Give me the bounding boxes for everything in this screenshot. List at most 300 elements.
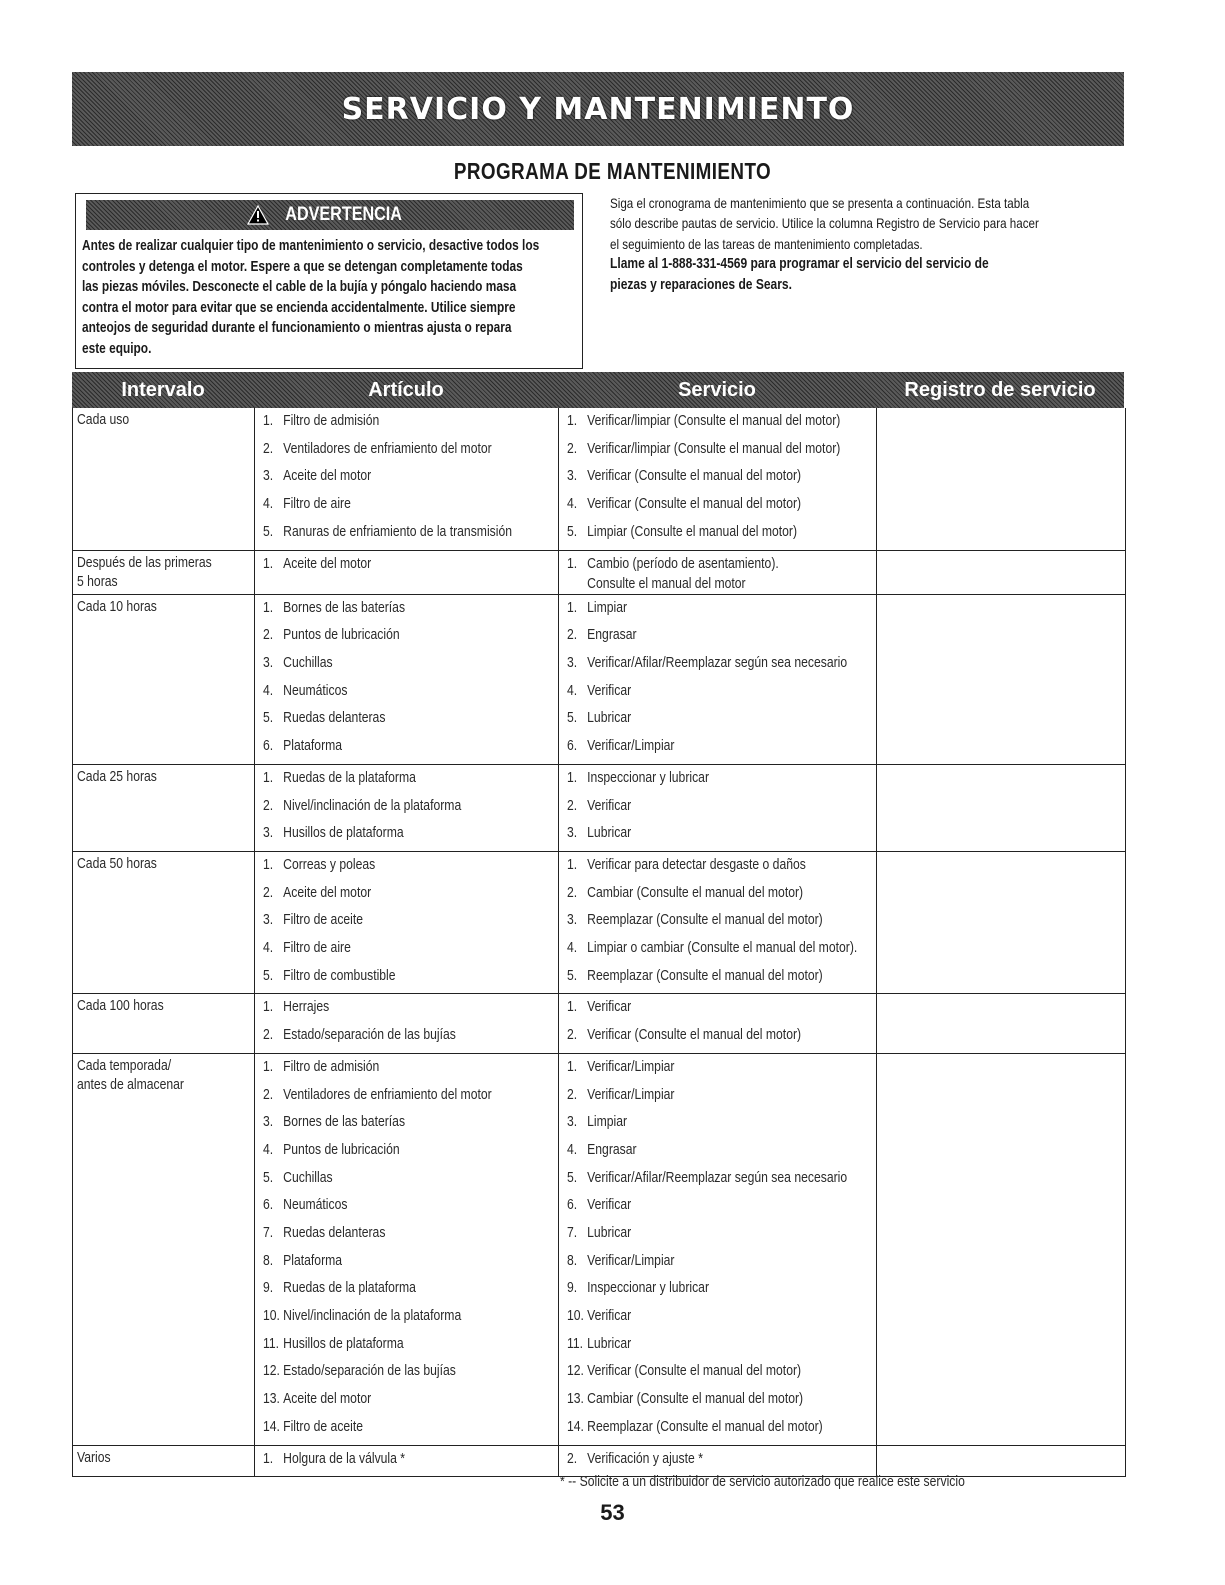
item-number: 6. — [567, 738, 578, 755]
service-text — [587, 625, 636, 645]
article-name: Ruedas delanteras — [283, 710, 386, 727]
warning-line: las piezas móviles. Desconecte el cable de la bujía y póngalo haciendo masa — [82, 279, 517, 296]
article-item — [263, 522, 558, 550]
service-text — [587, 1085, 674, 1105]
service-text — [587, 938, 857, 958]
service-record-cell[interactable] — [877, 1446, 1125, 1477]
article-name: Plataforma — [283, 1252, 343, 1269]
item-number: 13. — [263, 1391, 280, 1408]
service-description: Cambio (período de asentamiento). — [587, 555, 779, 572]
service-text — [587, 1334, 631, 1354]
article-item — [263, 1417, 558, 1445]
article-item — [263, 466, 558, 494]
interval-label: antes de almacenar — [77, 1076, 184, 1093]
item-number: 5. — [567, 1169, 578, 1186]
interval-cell — [73, 1054, 255, 1445]
intro-line: Siga el cronograma de mantenimiento que se presenta a continuación. Esta tabla — [610, 195, 1030, 211]
service-text — [587, 883, 803, 903]
service-description: Cambiar (Consulte el manual del motor) — [587, 1391, 804, 1408]
service-description: Verificar (Consulte el manual del motor) — [587, 496, 802, 513]
interval-cell — [73, 852, 255, 994]
service-text — [587, 768, 709, 788]
item-number: 1. — [263, 999, 274, 1016]
service-item — [567, 1057, 876, 1085]
interval-cell — [73, 994, 255, 1052]
article-name: Estado/separación de las bujías — [283, 1363, 456, 1380]
article-name: Filtro de combustible — [283, 967, 396, 984]
service-item — [567, 1025, 876, 1053]
item-number: 12. — [567, 1363, 584, 1380]
item-number: 2. — [567, 440, 578, 457]
service-text — [587, 681, 631, 701]
article-name: Ruedas delanteras — [283, 1224, 386, 1241]
intro-line: sólo describe pautas de servicio. Utilice la columna Registro de Servicio para hacer — [610, 215, 1039, 232]
item-number: 5. — [263, 710, 274, 727]
warning-line: Antes de realizar cualquier tipo de mantenimiento o servicio, desactive todos los — [82, 238, 540, 254]
service-description: Engrasar — [587, 627, 637, 644]
service-description: Verificar (Consulte el manual del motor) — [587, 1027, 802, 1044]
item-number: 1. — [263, 1058, 274, 1075]
item-number: 13. — [567, 1391, 584, 1408]
article-name: Bornes de las baterías — [283, 599, 406, 616]
service-description: Verificar/limpiar (Consulte el manual del motor) — [587, 440, 841, 457]
service-text — [587, 1361, 801, 1381]
article-item — [263, 708, 558, 736]
service-description: Verificar — [587, 999, 632, 1016]
service-item — [567, 1223, 876, 1251]
table-group — [73, 765, 1125, 852]
interval-cell — [73, 408, 255, 550]
service-item — [567, 708, 876, 736]
article-item — [263, 997, 558, 1025]
interval-label: Varios — [77, 1449, 111, 1466]
service-cell — [559, 408, 877, 550]
service-text — [587, 823, 631, 843]
item-number: 1. — [567, 999, 578, 1016]
service-cell — [559, 852, 877, 994]
service-cell — [559, 1054, 877, 1445]
item-number: 4. — [263, 940, 274, 956]
item-number: 1. — [263, 599, 274, 616]
article-item — [263, 938, 558, 966]
item-number: 8. — [567, 1252, 578, 1269]
warning-triangle-icon — [247, 205, 269, 225]
service-text — [587, 1417, 823, 1437]
service-text — [587, 1025, 801, 1045]
service-item — [567, 554, 876, 594]
article-item — [263, 1112, 558, 1140]
header-interval: Intervalo — [121, 379, 205, 401]
article-name: Aceite del motor — [283, 555, 372, 572]
service-text — [587, 598, 627, 618]
item-number: 2. — [567, 1450, 578, 1467]
service-item — [567, 910, 876, 938]
interval-label: Cada temporada/ — [77, 1057, 172, 1074]
item-number: 3. — [567, 1114, 578, 1131]
service-item — [567, 439, 876, 467]
service-record-cell[interactable] — [877, 551, 1125, 594]
service-item — [567, 625, 876, 653]
article-item — [263, 736, 558, 764]
item-number: 4. — [567, 940, 578, 956]
service-item — [567, 1278, 876, 1306]
service-description: Reemplazar (Consulte el manual del motor) — [587, 912, 823, 929]
interval-cell — [73, 765, 255, 851]
article-name: Filtro de aceite — [283, 912, 364, 929]
article-item — [263, 1057, 558, 1085]
article-item — [263, 653, 558, 681]
service-record-cell[interactable] — [877, 852, 1125, 994]
service-item — [567, 653, 876, 681]
item-number: 2. — [567, 627, 578, 644]
service-description: Verificar — [587, 797, 632, 814]
service-text — [587, 708, 631, 728]
interval-label: Cada uso — [77, 412, 130, 428]
intro-phone-line: piezas y reparaciones de Sears. — [610, 276, 792, 293]
service-cell — [559, 994, 877, 1052]
service-item — [567, 466, 876, 494]
article-item — [263, 598, 558, 626]
intro-line: el seguimiento de las tareas de mantenimiento completadas. — [610, 235, 923, 252]
service-description: Reemplazar (Consulte el manual del motor) — [587, 967, 823, 984]
article-item — [263, 681, 558, 709]
item-number: 14. — [567, 1418, 584, 1435]
article-name: Correas y poleas — [283, 856, 376, 873]
item-number: 8. — [263, 1252, 274, 1269]
warning-box — [75, 193, 583, 369]
service-item — [567, 522, 876, 550]
item-number: 4. — [263, 1141, 274, 1158]
service-item — [567, 997, 876, 1025]
article-name: Holgura de la válvula * — [283, 1450, 406, 1467]
article-item — [263, 966, 558, 994]
article-item — [263, 768, 558, 796]
item-number: 2. — [567, 1027, 578, 1044]
item-number: 9. — [567, 1280, 578, 1297]
item-number: 5. — [567, 523, 578, 540]
article-name: Cuchillas — [283, 655, 333, 672]
interval-label: Cada 100 horas — [77, 998, 164, 1015]
service-description: Verificar (Consulte el manual del motor) — [587, 468, 802, 485]
article-item — [263, 796, 558, 824]
article-item — [263, 1449, 558, 1477]
service-text — [587, 1306, 631, 1326]
article-item — [263, 1389, 558, 1417]
table-header — [72, 372, 1124, 408]
service-description: Reemplazar (Consulte el manual del motor) — [587, 1418, 823, 1435]
service-text — [587, 910, 823, 930]
header-record: Registro de servicio — [904, 379, 1096, 401]
article-item — [263, 1278, 558, 1306]
article-item — [263, 411, 558, 439]
service-description: Inspeccionar y lubricar — [587, 1280, 710, 1297]
service-description: Limpiar — [587, 599, 628, 616]
item-number: 7. — [567, 1224, 578, 1241]
article-item — [263, 1168, 558, 1196]
article-cell — [255, 1054, 559, 1445]
item-number: 1. — [263, 769, 274, 786]
service-item — [567, 598, 876, 626]
service-description: Verificación y ajuste * — [587, 1450, 703, 1467]
article-name: Herrajes — [283, 999, 330, 1016]
item-number: 5. — [567, 967, 578, 984]
item-number: 11. — [567, 1335, 584, 1352]
item-number: 1. — [567, 599, 578, 616]
service-text — [587, 1112, 627, 1132]
service-description-cont: Consulte el manual del motor — [587, 575, 746, 592]
service-item — [567, 1251, 876, 1279]
article-item — [263, 883, 558, 911]
item-number: 3. — [567, 655, 578, 672]
article-name: Plataforma — [283, 738, 343, 755]
article-item — [263, 855, 558, 883]
service-description: Verificar/Afilar/Reemplazar según sea necesario — [587, 655, 848, 672]
service-text — [587, 1251, 674, 1271]
service-item — [567, 1140, 876, 1168]
service-item — [567, 1085, 876, 1113]
item-number: 1. — [263, 856, 274, 873]
warning-header — [86, 200, 574, 230]
article-name: Aceite del motor — [283, 1391, 372, 1408]
article-item — [263, 1085, 558, 1113]
service-description: Verificar/Limpiar — [587, 1086, 675, 1103]
service-record-cell[interactable] — [877, 765, 1125, 851]
service-cell — [559, 551, 877, 594]
article-cell — [255, 994, 559, 1052]
article-name: Husillos de plataforma — [283, 825, 404, 842]
item-number: 2. — [567, 884, 578, 901]
service-item — [567, 768, 876, 796]
service-item — [567, 1389, 876, 1417]
service-item — [567, 681, 876, 709]
item-number: 3. — [263, 655, 274, 672]
interval-label: Cada 25 horas — [77, 768, 157, 785]
item-number: 2. — [263, 884, 274, 901]
item-number: 1. — [263, 1450, 274, 1467]
footnote: * -- Solicite a un distribuidor de servicio autorizado que realice este servicio — [560, 1474, 965, 1490]
service-text — [587, 1168, 847, 1188]
article-cell — [255, 852, 559, 994]
service-text — [587, 554, 779, 594]
banner-title: SERVICIO Y MANTENIMIENTO — [341, 91, 855, 127]
table-group — [73, 595, 1125, 765]
service-description: Verificar — [587, 682, 632, 699]
service-text — [587, 1278, 709, 1298]
warning-text — [82, 236, 574, 360]
item-number: 1. — [263, 413, 274, 429]
service-item — [567, 1306, 876, 1334]
item-number: 4. — [567, 496, 578, 513]
page-number: 53 — [600, 1500, 625, 1525]
item-number: 6. — [263, 738, 274, 755]
item-number: 9. — [263, 1280, 274, 1297]
article-item — [263, 1306, 558, 1334]
service-text — [587, 1389, 803, 1409]
service-description: Lubricar — [587, 710, 632, 727]
service-description: Verificar — [587, 1197, 632, 1214]
item-number: 5. — [263, 523, 274, 540]
article-name: Estado/separación de las bujías — [283, 1027, 456, 1044]
service-text — [587, 796, 631, 816]
service-text — [587, 966, 823, 986]
service-cell — [559, 595, 877, 764]
service-item — [567, 883, 876, 911]
service-cell — [559, 765, 877, 851]
article-item — [263, 625, 558, 653]
service-description: Lubricar — [587, 1224, 632, 1241]
item-number: 4. — [263, 496, 274, 513]
service-record-cell[interactable] — [877, 595, 1125, 764]
item-number: 5. — [263, 967, 274, 984]
item-number: 3. — [263, 468, 274, 485]
service-description: Lubricar — [587, 825, 632, 842]
service-text — [587, 855, 806, 875]
service-description: Verificar — [587, 1308, 632, 1325]
service-text — [587, 1449, 703, 1469]
article-cell — [255, 765, 559, 851]
service-record-cell[interactable] — [877, 994, 1125, 1052]
service-description: Inspeccionar y lubricar — [587, 769, 710, 786]
service-record-cell[interactable] — [877, 1054, 1125, 1445]
service-item — [567, 1195, 876, 1223]
article-item — [263, 494, 558, 522]
service-item — [567, 411, 876, 439]
service-text — [587, 466, 801, 486]
article-name: Ruedas de la plataforma — [283, 769, 416, 786]
article-name: Cuchillas — [283, 1169, 333, 1186]
item-number: 5. — [263, 1169, 274, 1186]
item-number: 4. — [263, 682, 274, 699]
service-item — [567, 796, 876, 824]
item-number: 11. — [263, 1335, 280, 1352]
service-text — [587, 1223, 631, 1243]
article-name: Filtro de aire — [283, 496, 351, 513]
service-text — [587, 997, 631, 1017]
table-group — [73, 408, 1125, 551]
section-banner — [72, 72, 1124, 146]
interval-label: Después de las primeras — [77, 554, 212, 571]
article-name: Nivel/inclinación de la plataforma — [283, 1308, 462, 1325]
article-cell — [255, 551, 559, 594]
maintenance-table — [72, 408, 1126, 1477]
service-description: Verificar/Limpiar — [587, 738, 675, 755]
service-item — [567, 736, 876, 764]
service-description: Verificar/limpiar (Consulte el manual del motor) — [587, 413, 841, 429]
item-number: 2. — [263, 797, 274, 814]
service-description: Verificar/Limpiar — [587, 1252, 675, 1269]
header-service: Servicio — [678, 379, 756, 401]
item-number: 10. — [263, 1308, 280, 1325]
header-article: Artículo — [368, 379, 444, 401]
item-number: 1. — [567, 769, 578, 786]
service-item — [567, 494, 876, 522]
article-item — [263, 1223, 558, 1251]
article-name: Filtro de aire — [283, 940, 351, 956]
item-number: 7. — [263, 1224, 274, 1241]
item-number: 2. — [263, 627, 274, 644]
warning-title: ADVERTENCIA — [285, 204, 403, 225]
article-item — [263, 823, 558, 851]
service-item — [567, 966, 876, 994]
item-number: 1. — [263, 555, 274, 572]
item-number: 2. — [567, 1086, 578, 1103]
item-number: 2. — [567, 797, 578, 814]
service-description: Limpiar o cambiar (Consulte el manual del motor). — [587, 940, 858, 956]
item-number: 4. — [567, 1141, 578, 1158]
article-name: Filtro de admisión — [283, 1058, 380, 1075]
article-name: Neumáticos — [283, 682, 348, 699]
interval-label: 5 horas — [77, 573, 118, 590]
warning-line: este equipo. — [82, 340, 152, 357]
article-item — [263, 910, 558, 938]
warning-line: contra el motor para evitar que se encienda accidentalmente. Utilice siempre — [82, 299, 516, 316]
article-cell — [255, 408, 559, 550]
item-number: 1. — [567, 555, 578, 572]
item-number: 4. — [567, 682, 578, 699]
article-name: Aceite del motor — [283, 884, 372, 901]
intro-text — [610, 193, 1075, 295]
article-name: Bornes de las baterías — [283, 1114, 406, 1131]
item-number: 5. — [567, 710, 578, 727]
item-number: 10. — [567, 1308, 584, 1325]
warning-line: controles y detenga el motor. Espere a que se detengan completamente todas — [82, 258, 523, 275]
intro-phone-line: Llame al 1-888-331-4569 para programar el servicio del servicio de — [610, 256, 989, 273]
table-group — [73, 551, 1125, 595]
item-number: 2. — [263, 440, 274, 457]
service-description: Verificar/Limpiar — [587, 1058, 675, 1075]
service-text — [587, 411, 840, 431]
table-group — [73, 1446, 1125, 1477]
service-text — [587, 1140, 636, 1160]
item-number: 2. — [263, 1086, 274, 1103]
warning-line: anteojos de seguridad durante el funcionamiento o mientras ajusta o repara — [82, 320, 512, 337]
item-number: 2. — [263, 1027, 274, 1044]
article-name: Puntos de lubricación — [283, 627, 400, 644]
interval-cell — [73, 551, 255, 594]
item-number: 6. — [263, 1197, 274, 1214]
article-item — [263, 1140, 558, 1168]
service-record-cell[interactable] — [877, 408, 1125, 550]
service-item — [567, 1361, 876, 1389]
article-name: Husillos de plataforma — [283, 1335, 404, 1352]
article-name: Neumáticos — [283, 1197, 348, 1214]
article-name: Filtro de aceite — [283, 1418, 364, 1435]
article-cell — [255, 1446, 559, 1477]
service-description: Limpiar (Consulte el manual del motor) — [587, 523, 798, 540]
service-description: Engrasar — [587, 1141, 637, 1158]
item-number: 14. — [263, 1418, 280, 1435]
service-text — [587, 522, 797, 542]
service-description: Verificar para detectar desgaste o daños — [587, 856, 806, 873]
service-description: Cambiar (Consulte el manual del motor) — [587, 884, 804, 901]
item-number: 1. — [567, 413, 578, 429]
item-number: 3. — [263, 912, 274, 929]
article-item — [263, 1195, 558, 1223]
service-item — [567, 1449, 876, 1477]
item-number: 3. — [567, 912, 578, 929]
service-item — [567, 1112, 876, 1140]
item-number: 3. — [567, 825, 578, 842]
service-description: Limpiar — [587, 1114, 628, 1131]
service-text — [587, 1057, 674, 1077]
article-item — [263, 554, 558, 594]
interval-label: Cada 50 horas — [77, 855, 157, 872]
service-item — [567, 1168, 876, 1196]
service-item — [567, 855, 876, 883]
article-name: Nivel/inclinación de la plataforma — [283, 797, 462, 814]
item-number: 3. — [263, 825, 274, 842]
table-group — [73, 1054, 1125, 1446]
